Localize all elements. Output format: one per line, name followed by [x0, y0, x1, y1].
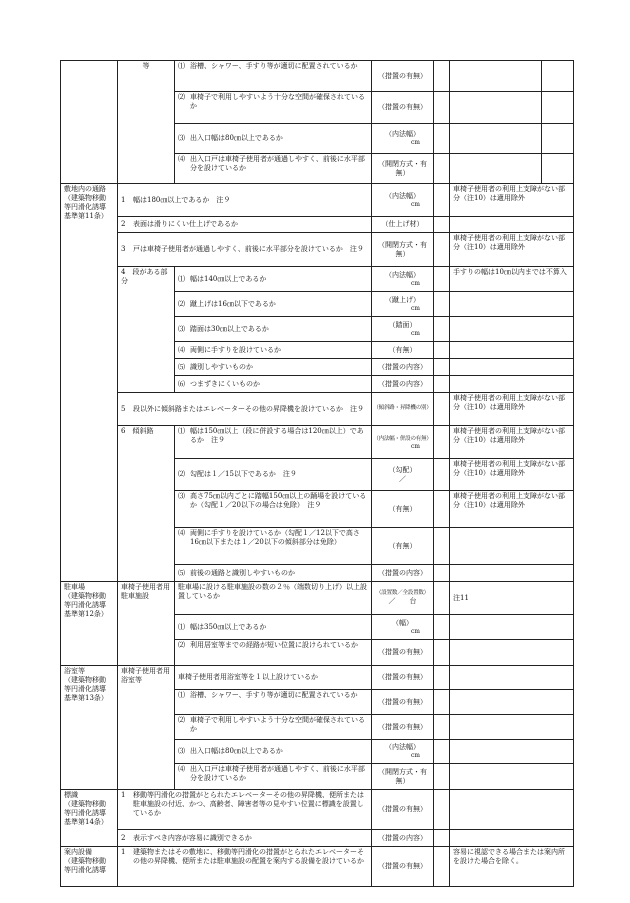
measure-cell: （開閉方式・有無） — [372, 233, 434, 267]
check-cell[interactable] — [434, 92, 450, 124]
category-bath: 浴室等 （建築物移動 等円滑化誘導 基準第13条） — [61, 666, 118, 790]
measure-cell: （開閉方式・有無） — [372, 154, 434, 184]
item-text: 5 段以外に傾斜路またはエレベーターその他の昇降機を設けているか 注９ — [118, 393, 372, 426]
measure-cell: （設置数／全設置数） ／ 台 — [372, 582, 434, 615]
check-cell[interactable] — [434, 342, 450, 359]
check-cell[interactable] — [434, 764, 450, 790]
measure-cell: （有無） — [372, 528, 434, 565]
item-text: ⑸ 識別しやすいものか — [175, 359, 372, 376]
item-text: ⑶ 出入口幅は80㎝以上であるか — [175, 740, 372, 764]
category-sign: 標識 （建築物移動 等円滑化誘導 基準第14条） — [61, 790, 118, 847]
note-cell: 車椅子使用者の利用上支障がない部分（注10）は適用除外 — [450, 491, 574, 528]
measure-cell: （措置の有無） — [372, 640, 434, 666]
note-cell: 手すりの幅は10㎝以内までは不算入 — [450, 267, 574, 292]
note-cell: 車椅子使用者の利用上支障がない部分（注10）は適用除外 — [450, 459, 574, 491]
item-text: ⑵ 蹴上げは16㎝以下であるか — [175, 292, 372, 317]
item-text: 1 幅は180㎝以上であるか 注９ — [118, 184, 372, 217]
measure-cell: （措置の有無） — [372, 61, 434, 92]
category-parking: 駐車場 （建築物移動 等円滑化誘導 基準第12条） — [61, 582, 118, 666]
check-cell[interactable] — [434, 528, 450, 565]
check-cell[interactable] — [434, 359, 450, 376]
item-text: 駐車場に設ける駐車施設の数の２％（端数切り上げ）以上設置しているか — [175, 582, 372, 615]
note-cell: 注11 — [450, 582, 574, 615]
measure-cell: （勾配） ／ — [372, 459, 434, 491]
check-cell[interactable] — [434, 690, 450, 715]
sub-label: 車椅子使用者用駐車施設 — [118, 582, 175, 666]
item-text: 車椅子使用者用浴室等を１以上設けているか — [175, 666, 372, 690]
measure-cell: （措置の内容） — [372, 830, 434, 847]
check-cell[interactable] — [434, 615, 450, 640]
check-cell[interactable] — [434, 830, 450, 847]
checklist-sheet — [60, 60, 574, 887]
check-cell[interactable] — [434, 154, 450, 184]
check-cell[interactable] — [434, 491, 450, 528]
check-cell[interactable] — [434, 790, 450, 830]
category-road: 敷地内の通路 （建築物移動 等円滑化誘導 基準第11条） — [61, 184, 118, 582]
check-cell[interactable] — [434, 715, 450, 740]
measure-cell: （蹴上げ） cm — [372, 292, 434, 317]
item-text: ⑷ 両側に手すりを設けているか（勾配１／12以下で高さ16㎝以下または１／20以下の傾斜部分は免除） — [175, 528, 372, 565]
checklist-table — [60, 60, 574, 887]
note-cell: 車椅子使用者の利用上支障がない部分（注10）は適用除外 — [450, 426, 574, 459]
step-section-label: 4 段がある部分 — [118, 267, 175, 393]
item-text: ⑹ つまずきにくいものか — [175, 376, 372, 393]
item-text: ⑴ 浴槽、シャワー、手すり等が適切に配置されているか — [175, 61, 372, 92]
item-text: 1 移動等円滑化の措置がとられたエレベーターその他の昇降機、便所または駐車施設の付近、かつ、高齢者、障害者等の見やすい位置に標識を設置しているか — [118, 790, 372, 830]
item-text: ⑷ 出入口戸は車椅子使用者が通過しやすく、前後に水平部分を設けているか — [175, 764, 372, 790]
item-text: ⑷ 出入口戸は車椅子使用者が通過しやすく、前後に水平部分を設けているか — [175, 154, 372, 184]
measure-cell: （措置の内容） — [372, 376, 434, 393]
item-text: ⑵ 利用居室等までの経路が短い位置に設けられているか — [175, 640, 372, 666]
measure-cell: （措置の内容） — [372, 359, 434, 376]
check-cell[interactable] — [434, 61, 450, 92]
check-cell[interactable] — [434, 124, 450, 154]
measure-cell: （踏面） cm — [372, 317, 434, 342]
measure-cell: （内法幅） cm — [372, 184, 434, 217]
check-cell[interactable] — [434, 740, 450, 764]
item-text: 2 表示すべき内容が容易に識別できるか — [118, 830, 372, 847]
measure-cell: （措置の有無） — [372, 690, 434, 715]
measure-cell: （有無） — [372, 491, 434, 528]
sub-label: 等 — [118, 61, 175, 184]
item-text: ⑵ 車椅子で利用しやすいよう十分な空間が確保されているか — [175, 92, 372, 124]
check-cell[interactable] — [434, 267, 450, 292]
item-text: ⑴ 幅は350㎝以上であるか — [175, 615, 372, 640]
category-guide: 案内設備 （建築物移動 等円滑化誘導 — [61, 847, 118, 887]
check-cell[interactable] — [434, 217, 450, 233]
remark-cell — [542, 61, 574, 92]
note-cell — [450, 61, 542, 92]
check-cell[interactable] — [434, 459, 450, 491]
check-cell[interactable] — [434, 426, 450, 459]
item-text: ⑶ 高さ75㎝以内ごとに踏幅150㎝以上の踊場を設けているか（勾配１／20以下の場合は免除） 注９ — [175, 491, 372, 528]
measure-cell: （幅） cm — [372, 615, 434, 640]
measure-cell: （傾斜路・昇降機の別） — [372, 393, 434, 426]
item-text: 1 建築物またはその敷地に、移動等円滑化の措置がとられたエレベーターその他の昇降機、便所または駐車施設の配置を案内する設備を設けているか — [118, 847, 372, 887]
check-cell[interactable] — [434, 184, 450, 217]
item-text: ⑵ 車椅子で利用しやすいよう十分な空間が確保されているか — [175, 715, 372, 740]
measure-cell: （措置の内容） — [372, 565, 434, 582]
item-text: ⑸ 前後の通路と識別しやすいものか — [175, 565, 372, 582]
measure-cell: （措置の有無） — [372, 847, 434, 887]
measure-cell: （措置の有無） — [372, 790, 434, 830]
check-cell[interactable] — [434, 847, 450, 887]
note-cell: 車椅子使用者の利用上支障がない部分（注10）は適用除外 — [450, 184, 574, 217]
measure-cell: （内法幅） cm — [372, 267, 434, 292]
measure-cell: （内法幅・併設の有無） cm — [372, 426, 434, 459]
measure-cell: （有無） — [372, 342, 434, 359]
item-text: ⑵ 勾配は１／15以下であるか 注９ — [175, 459, 372, 491]
measure-cell: （仕上げ材） — [372, 217, 434, 233]
measure-cell: （措置の有無） — [372, 92, 434, 124]
check-cell[interactable] — [434, 640, 450, 666]
measure-cell: （内法幅） cm — [372, 740, 434, 764]
measure-cell: （措置の有無） — [372, 666, 434, 690]
check-cell[interactable] — [434, 317, 450, 342]
check-cell[interactable] — [434, 292, 450, 317]
sub-label: 車椅子使用者用浴室等 — [118, 666, 175, 790]
note-cell: 車椅子使用者の利用上支障がない部分（注10）は適用除外 — [450, 233, 574, 267]
check-cell[interactable] — [434, 393, 450, 426]
measure-cell: （内法幅） cm — [372, 124, 434, 154]
check-cell[interactable] — [434, 666, 450, 690]
item-text: ⑴ 浴槽、シャワー、手すり等が適切に配置されているか — [175, 690, 372, 715]
measure-cell: （措置の有無） — [372, 715, 434, 740]
category-cell — [61, 61, 118, 184]
note-cell: 容易に視認できる場合または案内所を設けた場合を除く。 — [450, 847, 574, 887]
item-text: ⑶ 出入口幅は80㎝以上であるか — [175, 124, 372, 154]
item-text: ⑴ 幅は140㎝以上であるか — [175, 267, 372, 292]
measure-cell: （開閉方式・有無） — [372, 764, 434, 790]
item-text: ⑴ 幅は150㎝以上（段に併設する場合は120㎝以上）であるか 注９ — [175, 426, 372, 459]
check-cell[interactable] — [434, 582, 450, 615]
item-text: ⑶ 踏面は30㎝以上であるか — [175, 317, 372, 342]
item-text: 3 戸は車椅子使用者が通過しやすく、前後に水平部分を設けているか 注９ — [118, 233, 372, 267]
check-cell[interactable] — [434, 376, 450, 393]
check-cell[interactable] — [434, 233, 450, 267]
note-cell: 車椅子使用者の利用上支障がない部分（注10）は適用除外 — [450, 393, 574, 426]
item-text: ⑷ 両側に手すりを設けているか — [175, 342, 372, 359]
slope-section-label: 6 傾斜路 — [118, 426, 175, 582]
check-cell[interactable] — [434, 565, 450, 582]
item-text: 2 表面は滑りにくい仕上げであるか — [118, 217, 372, 233]
